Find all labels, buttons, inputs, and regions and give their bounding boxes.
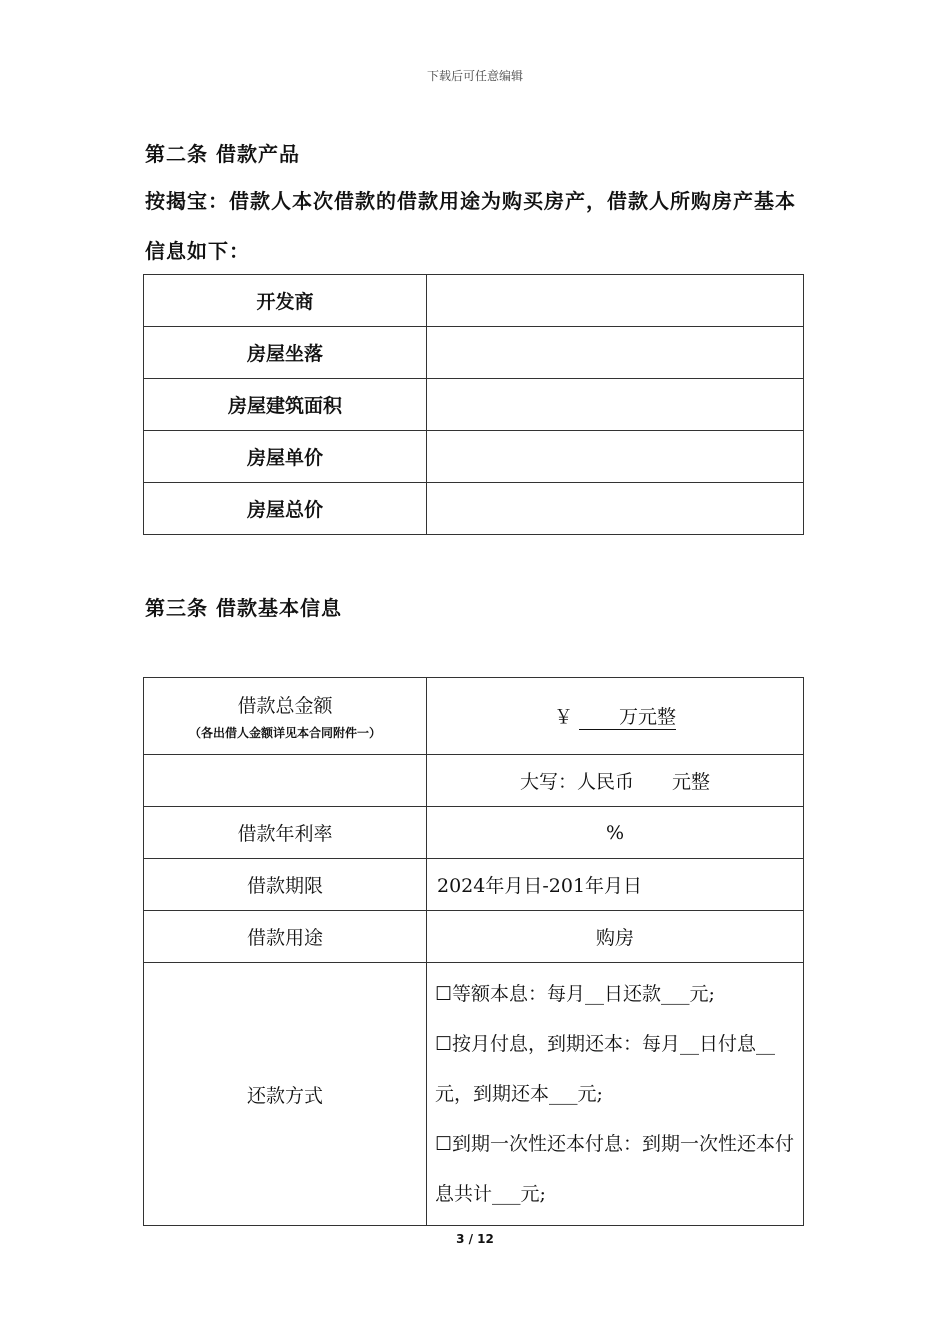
developer-label: 开发商 xyxy=(144,275,427,327)
table-row xyxy=(144,275,804,327)
table-row xyxy=(144,859,804,911)
repay-label: 还款方式 xyxy=(144,963,427,1226)
area-label: 房屋建筑面积 xyxy=(144,379,427,431)
table-row xyxy=(144,431,804,483)
total-amount-value[interactable]: 万元整 xyxy=(579,702,676,730)
unit-price-value[interactable] xyxy=(427,431,804,483)
total-price-label: 房屋总价 xyxy=(144,483,427,535)
repay-option-equal-installment[interactable]: ☐等额本息：每月__日还款___元; xyxy=(435,983,715,1005)
rate-label: 借款年利率 xyxy=(144,807,427,859)
area-value[interactable] xyxy=(427,379,804,431)
table-row xyxy=(144,379,804,431)
table-row xyxy=(144,963,804,1226)
location-label: 房屋坐落 xyxy=(144,327,427,379)
loan-info-table xyxy=(143,677,804,1226)
purpose-value[interactable]: 购房 xyxy=(427,911,804,963)
total-amount-cell xyxy=(144,678,427,755)
table-row xyxy=(144,807,804,859)
capital-label xyxy=(144,755,427,807)
total-price-value[interactable] xyxy=(427,483,804,535)
table-row xyxy=(144,678,804,755)
currency-symbol: ￥ xyxy=(553,706,573,728)
repay-options xyxy=(427,963,804,1226)
location-value[interactable] xyxy=(427,327,804,379)
section3-title: 第三条 借款基本信息 xyxy=(145,596,342,620)
property-info-table xyxy=(143,274,804,535)
table-row xyxy=(144,911,804,963)
capital-value[interactable]: 大写：人民币 元整 xyxy=(427,755,804,807)
total-amount-value-cell xyxy=(427,678,804,755)
table-row xyxy=(144,327,804,379)
repay-option-lump-sum[interactable]: ☐到期一次性还本付息：到期一次性还本付息共计___元; xyxy=(435,1133,795,1205)
total-amount-note: （各出借人金额详见本合同附件一） xyxy=(188,726,381,740)
page-header: 下载后可任意编辑 xyxy=(426,69,523,83)
purpose-label: 借款用途 xyxy=(144,911,427,963)
section2-paragraph: 按揭宝：借款人本次借款的借款用途为购买房产，借款人所购房产基本信息如下： xyxy=(145,189,796,263)
term-value[interactable]: 2024年月日-201年月日 xyxy=(427,859,804,911)
rate-value[interactable]: % xyxy=(427,807,804,859)
term-label: 借款期限 xyxy=(144,859,427,911)
unit-price-label: 房屋单价 xyxy=(144,431,427,483)
developer-value[interactable] xyxy=(427,275,804,327)
table-row xyxy=(144,483,804,535)
total-amount-label: 借款总金额 xyxy=(237,695,333,717)
section2-title: 第二条 借款产品 xyxy=(145,142,300,166)
page-number: 3 / 12 xyxy=(456,1232,494,1246)
repay-option-monthly-interest[interactable]: ☐按月付息，到期还本：每月__日付息__元，到期还本___元; xyxy=(435,1033,776,1105)
table-row xyxy=(144,755,804,807)
